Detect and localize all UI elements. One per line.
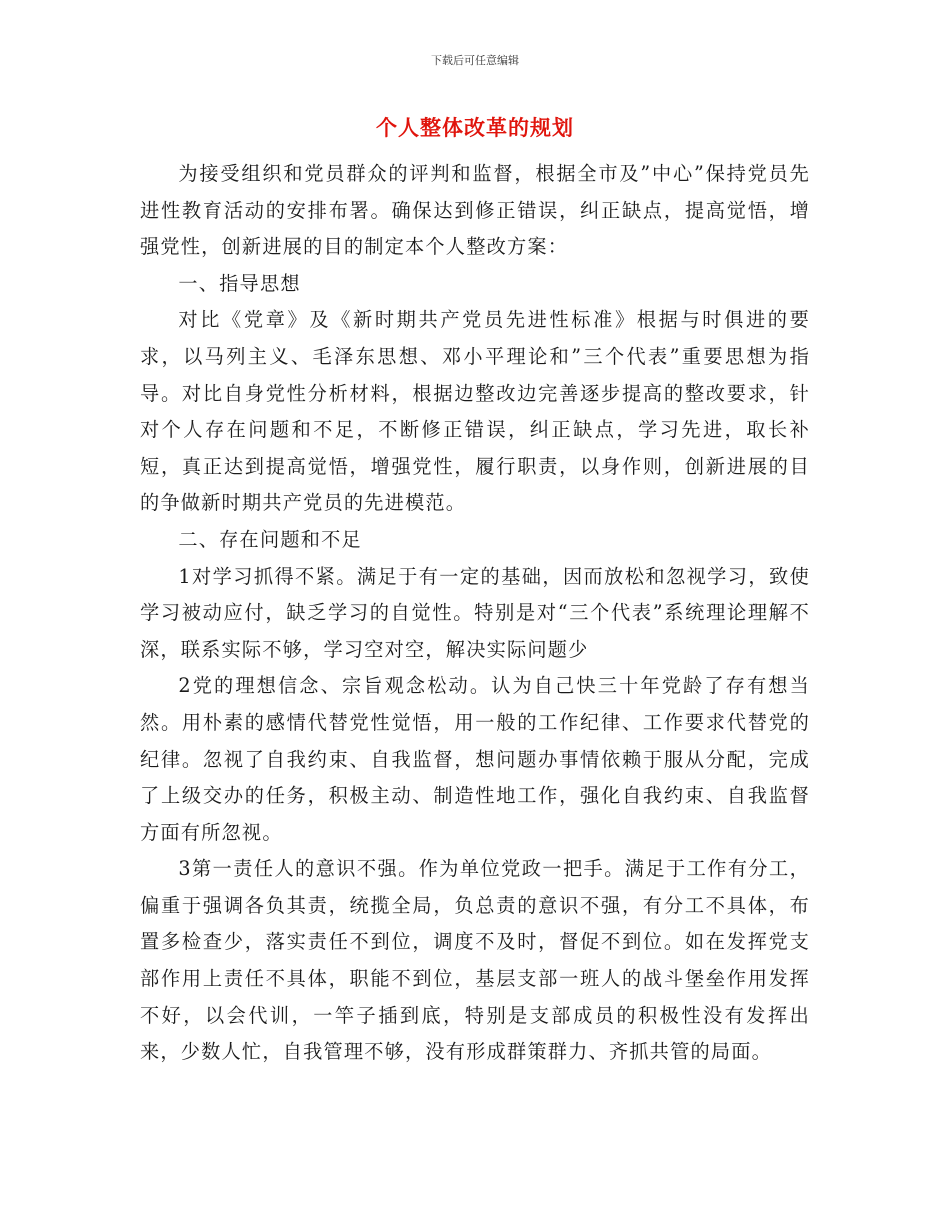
paragraph-guiding-thought: 对比《党章》及《新时期共产党员先进性标准》根据与时俱进的要求，以马列主义、毛泽东思想、邓小平理论和”三个代表”重要思想为指导。对比自身党性分析材料，根据边整改边完善逐步提高的整改要求，针对个人存在问题和不足，不断修正错误，纠正缺点，学习先进，取长补短，真正达到提高觉悟，增强党性，履行职责，以身作则，创新进展的目的争做新时期共产党员的先进模范。 — [140, 308, 810, 515]
document-title: 个人整体改革的规划 — [376, 115, 574, 140]
paragraph-problem-1: 1对学习抓得不紧。满足于有一定的基础，因而放松和忽视学习，致使学习被动应付，缺乏学习的自觉性。特别是对“三个代表”系统理论理解不深，联系实际不够，学习空对空，解决实际问题少 — [140, 564, 810, 661]
paragraph-problem-3: 3第一责任人的意识不强。作为单位党政一把手。满足于工作有分工，偏重于强调各负其责，统揽全局，负总责的意识不强，有分工不具体，布置多检查少，落实责任不到位，调度不及时，督促不到位。如在发挥党支部作用上责任不具体，职能不到位，基层支部一班人的战斗堡垒作用发挥不好，以会代训，一竿子插到底，特别是支部成员的积极性没有发挥出来，少数人忙，自我管理不够，没有形成群策群力、齐抓共管的局面。 — [140, 857, 810, 1064]
header-note: 下载后可任意编辑 — [431, 54, 519, 67]
paragraph-problem-2: 2党的理想信念、宗旨观念松动。认为自己快三十年党龄了存有想当然。用朴素的感情代替党性觉悟，用一般的工作纪律、工作要求代替党的纪律。忽视了自我约束、自我监督，想问题办事情依赖于服从分配，完成了上级交办的任务，积极主动、制造性地工作，强化自我约束、自我监督方面有所忽视。 — [140, 674, 810, 844]
section-heading-problems: 二、存在问题和不足 — [178, 527, 362, 551]
document-body — [140, 156, 810, 1071]
section-heading-guiding-thought: 一、指导思想 — [178, 271, 301, 295]
paragraph-intro: 为接受组织和党员群众的评判和监督，根据全市及”中心”保持党员先进性教育活动的安排布署。确保达到修正错误，纠正缺点，提高觉悟，增强党性，创新进展的目的制定本个人整改方案： — [140, 162, 810, 259]
